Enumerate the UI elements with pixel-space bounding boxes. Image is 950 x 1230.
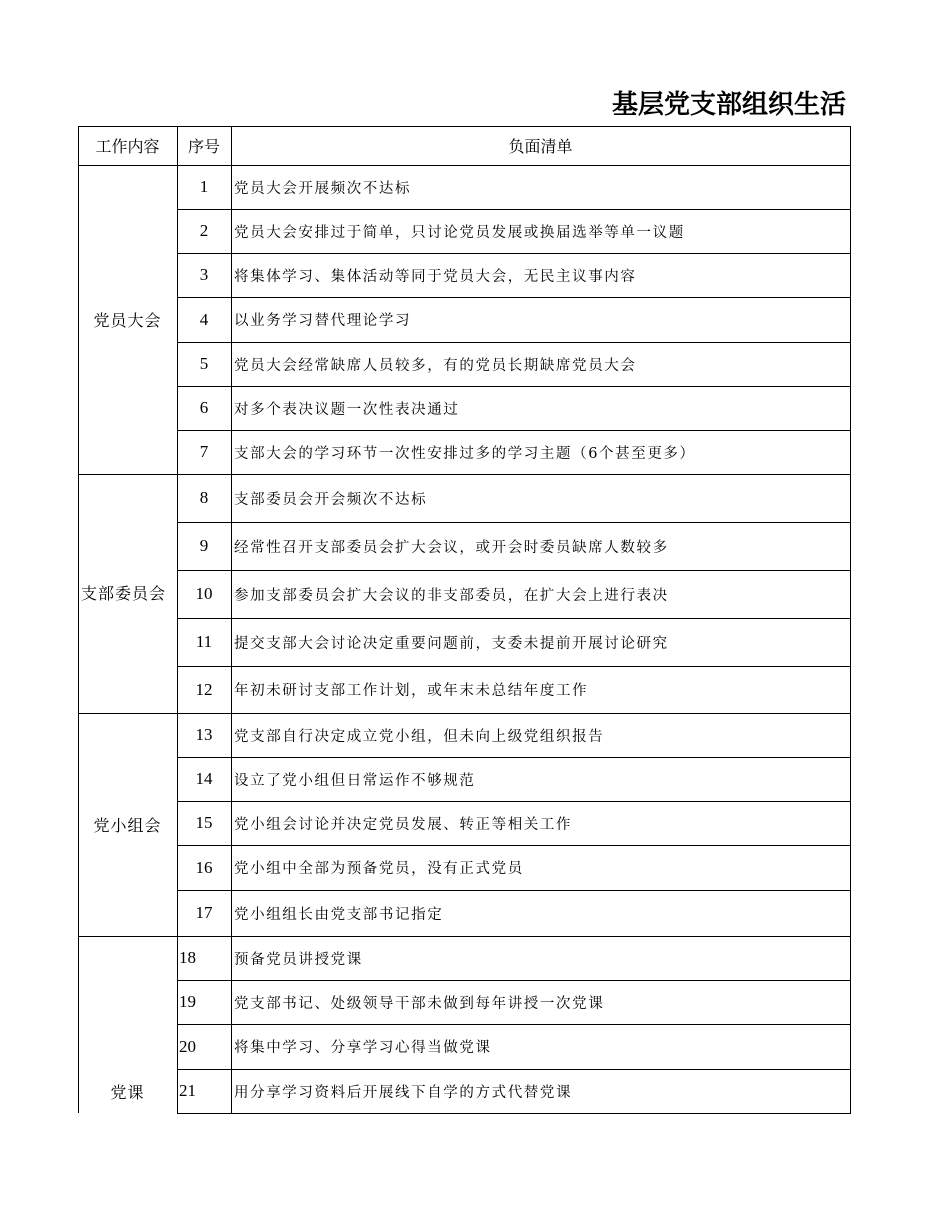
category-label: 党小组会 <box>93 816 162 835</box>
row-text: 预备党员讲授党课 <box>234 951 363 968</box>
row-text: 党小组组长由党支部书记指定 <box>234 906 444 923</box>
column-rule <box>177 126 178 1114</box>
row-text: 党员大会经常缺席人员较多，有的党员长期缺席党员大会 <box>234 357 637 374</box>
row-number: 5 <box>199 354 209 373</box>
row-number: 4 <box>199 309 209 329</box>
column-rule <box>231 126 232 1114</box>
row-number: 3 <box>199 265 209 284</box>
row-number: 9 <box>199 536 209 555</box>
row-text: 对多个表决议题一次性表决通过 <box>234 401 460 418</box>
category-label-line: 支部 <box>81 583 116 603</box>
row-text: 参加支部委员会扩大会议的非支部委员，在扩大会上进行表决 <box>234 587 669 604</box>
row-number: 14 <box>195 769 213 788</box>
document-title-area <box>600 84 850 124</box>
category-label: 党课 <box>110 1082 145 1102</box>
row-text: 用分享学习资料后开展线下自学的方式代替党课 <box>234 1084 573 1101</box>
row-text: 党小组中全部为预备党员，没有正式党员 <box>234 861 524 877</box>
header-content: 工作内容 <box>95 137 160 156</box>
row-number: 2 <box>199 221 209 240</box>
row-number: 17 <box>195 903 213 922</box>
row-text: 党员大会安排过于简单，只讨论党员发展或换届选举等单一议题 <box>234 224 685 241</box>
table-right-rule <box>850 126 851 1114</box>
category-label-line: 委员会 <box>115 583 167 603</box>
row-number: 7 <box>199 442 209 461</box>
row-number: 8 <box>199 488 209 507</box>
row-text: 将集中学习、分享学习心得当做党课 <box>234 1040 492 1056</box>
header-list: 负面清单 <box>508 137 573 156</box>
row-number: 6 <box>199 398 209 417</box>
row-number: 18 <box>179 948 196 967</box>
row-number: 13 <box>195 725 213 744</box>
row-text: 党支部书记、处级领导干部未做到每年讲授一次党课 <box>234 995 605 1012</box>
row-number: 11 <box>195 632 213 651</box>
row-text: 党支部自行决定成立党小组，但未向上级党组织报告 <box>234 728 605 745</box>
row-text: 提交支部大会讨论决定重要问题前，支委未提前开展讨论研究 <box>234 635 669 652</box>
category-label: 党员大会 <box>93 311 162 330</box>
row-number: 12 <box>195 679 213 699</box>
row-text: 将集体学习、集体活动等同于党员大会，无民主议事内容 <box>234 268 637 285</box>
group-rule <box>78 936 178 937</box>
row-text: 年初未研讨支部工作计划，或年末未总结年度工作 <box>234 683 589 699</box>
row-number: 20 <box>179 1036 196 1056</box>
document-title: 基层党支部组织生活 <box>612 90 847 120</box>
row-number: 21 <box>179 1081 196 1100</box>
row-number: 1 <box>199 177 209 196</box>
row-text: 支部委员会开会频次不达标 <box>234 491 428 508</box>
header-seq: 序号 <box>187 137 220 156</box>
row-text: 经常性召开支部委员会扩大会议，或开会时委员缺席人数较多 <box>234 539 669 556</box>
row-text: 党员大会开展频次不达标 <box>234 180 412 197</box>
row-number: 19 <box>179 992 196 1011</box>
row-text: 支部大会的学习环节一次性安排过多的学习主题（6个甚至更多） <box>234 445 696 462</box>
row-text: 设立了党小组但日常运作不够规范 <box>234 772 476 789</box>
category-label <box>78 474 180 713</box>
table-left-rule <box>78 126 79 1113</box>
row-rule <box>177 1113 851 1114</box>
row-number: 10 <box>195 584 213 603</box>
row-text: 党小组会讨论并决定党员发展、转正等相关工作 <box>234 816 573 833</box>
row-number: 15 <box>195 813 213 832</box>
row-number: 16 <box>195 857 213 877</box>
row-text: 以业务学习替代理论学习 <box>234 313 412 329</box>
